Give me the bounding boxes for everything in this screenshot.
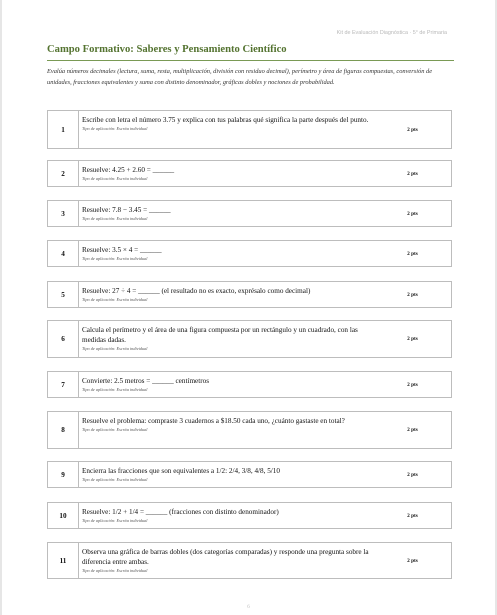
- item-application-type: Tipo de aplicación: Escrita individual: [82, 568, 148, 573]
- item-row-2: [47, 160, 452, 187]
- item-content: [79, 111, 374, 148]
- item-points: 2 pts: [407, 512, 418, 519]
- item-points: 2 pts: [407, 250, 418, 257]
- item-application-type: Tipo de aplicación: Escrita individual: [82, 346, 148, 351]
- item-row-7: [47, 371, 452, 398]
- item-number: 5: [48, 282, 79, 307]
- item-application-type: Tipo de aplicación: Escrita individual: [82, 216, 148, 221]
- item-prompt: Escribe con letra el número 3.75 y explica con tus palabras qué significa la parte después del punto.: [82, 116, 369, 124]
- item-content: [79, 543, 374, 578]
- page-number: 6: [247, 604, 250, 610]
- intro-paragraph: Evalúa números decimales (lectura, suma, resta, multiplicación, división con residuo decimal), perímetro y área de figuras compuestas, conversión de unidades, fracciones equivalentes y suma con distinto denominador, gráficas dobles y nociones de probabilidad.: [47, 68, 433, 86]
- item-row-6: [47, 320, 452, 358]
- item-row-3: [47, 200, 452, 227]
- item-row-9: [47, 461, 452, 488]
- item-content: [79, 462, 374, 487]
- item-prompt: Resuelve: 1/2 + 1/4 = ______ (fracciones con distinto denominador): [82, 508, 279, 516]
- item-content: [79, 282, 374, 307]
- item-application-type: Tipo de aplicación: Escrita individual: [82, 256, 148, 261]
- item-prompt: Resuelve: 7.8 − 3.45 = ______: [82, 206, 171, 214]
- item-content: [79, 503, 374, 528]
- item-number: 7: [48, 372, 79, 397]
- item-row-1: [47, 110, 452, 149]
- page-edge-left: [0, 0, 2, 615]
- item-content: [79, 372, 374, 397]
- item-points: 2 pts: [407, 471, 418, 478]
- item-points: 2 pts: [407, 336, 418, 342]
- item-row-11: [47, 542, 452, 579]
- item-number: 10: [48, 503, 79, 528]
- item-number: 9: [48, 462, 79, 487]
- item-application-type: Tipo de aplicación: Escrita individual: [82, 297, 148, 302]
- item-prompt: Resuelve: 27 ÷ 4 = ______ (el resultado no es exacto, exprésalo como decimal): [82, 287, 311, 295]
- item-prompt: Resuelve: 4.25 + 2.60 = ______: [82, 166, 175, 174]
- item-content: [79, 412, 374, 448]
- item-prompt: Calcula el perímetro y el área de una figura compuesta por un rectángulo y un cuadrado, con las medidas dadas.: [82, 326, 358, 344]
- item-application-type: Tipo de aplicación: Escrita individual: [82, 477, 148, 482]
- title-divider: [47, 60, 454, 61]
- item-content: [79, 201, 374, 226]
- item-number: 1: [48, 111, 79, 148]
- item-application-type: Tipo de aplicación: Escrita individual: [82, 518, 148, 523]
- item-number: 2: [48, 161, 79, 186]
- item-number: 11: [48, 543, 79, 578]
- item-application-type: Tipo de aplicación: Escrita individual: [82, 126, 148, 131]
- item-points: 2 pts: [407, 557, 418, 564]
- item-points: 2 pts: [407, 291, 418, 298]
- item-row-5: [47, 281, 452, 308]
- running-head: Kit de Evaluación Diagnóstica · 5° de Primaria: [336, 30, 447, 36]
- item-content: [79, 241, 374, 266]
- item-points: 2 pts: [407, 427, 418, 433]
- item-prompt: Convierte: 2.5 metros = ______ centímetros: [82, 377, 210, 385]
- item-application-type: Tipo de aplicación: Escrita individual: [82, 427, 148, 432]
- item-points: 2 pts: [407, 170, 418, 177]
- item-row-10: [47, 502, 452, 529]
- item-content: [79, 321, 374, 357]
- item-points: 2 pts: [407, 126, 418, 133]
- item-prompt: Encierra las fracciones que son equivalentes a 1/2: 2/4, 3/8, 4/8, 5/10: [82, 467, 280, 475]
- item-points: 2 pts: [407, 381, 418, 388]
- item-number: 3: [48, 201, 79, 226]
- item-prompt: Observa una gráfica de barras dobles (dos categorías comparadas) y responde una pregunta sobre la diferencia entre ambas.: [82, 548, 369, 566]
- item-row-8: [47, 411, 452, 449]
- item-application-type: Tipo de aplicación: Escrita individual: [82, 387, 148, 392]
- item-number: 8: [48, 412, 79, 448]
- item-row-4: [47, 240, 452, 267]
- item-application-type: Tipo de aplicación: Escrita individual: [82, 176, 148, 181]
- item-prompt: Resuelve el problema: compraste 3 cuadernos a $18.50 cada uno, ¿cuánto gastaste en total?: [82, 417, 345, 425]
- item-prompt: Resuelve: 3.5 × 4 = ______: [82, 246, 162, 254]
- item-number: 6: [48, 321, 79, 357]
- item-content: [79, 161, 374, 186]
- item-number: 4: [48, 241, 79, 266]
- section-title: Campo Formativo: Saberes y Pensamiento Científico: [47, 44, 287, 55]
- item-points: 2 pts: [407, 210, 418, 217]
